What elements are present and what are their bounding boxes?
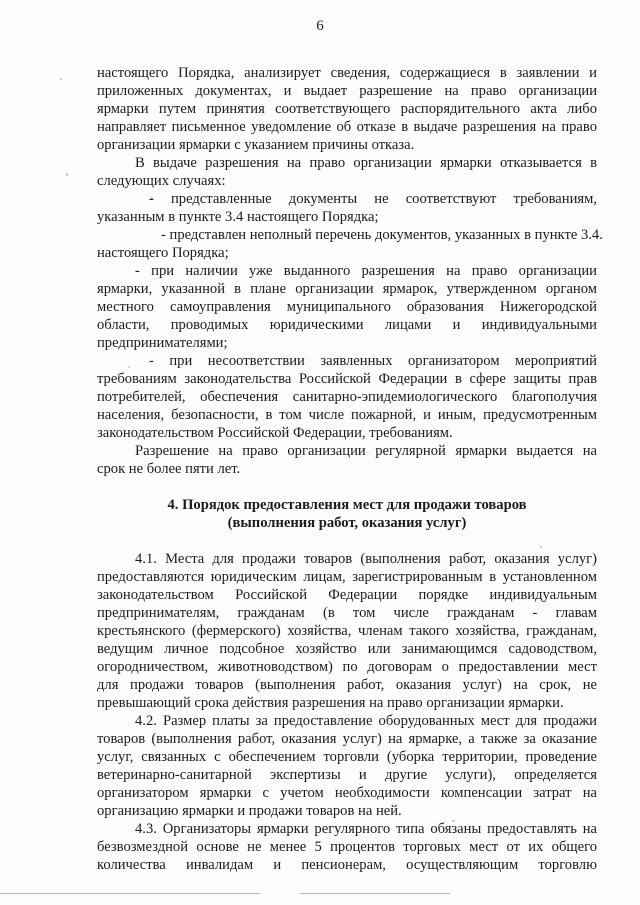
text-line: - представлен неполный перечень документов, указанных в пункте 3.4. [161, 227, 603, 243]
text-line: законодательством Российской Федерации, требованиям. [97, 425, 453, 441]
text-line: 4.2. Размер платы за предоставление оборудованных мест для продажи [135, 713, 597, 729]
text-line: крестьянского (фермерского) хозяйства, членам такого хозяйства, гражданам, [97, 623, 597, 639]
text-line: требованиям законодательства Российской Федерации в сфере защиты прав [97, 371, 597, 387]
text-line: организации ярмарки с указанием причины отказа. [97, 137, 415, 153]
text-line: для продажи товаров (выполнения работ, оказания услуг) на срок, не [97, 677, 597, 693]
text-line: приложенных документах, и выдает разрешение на право организации [97, 83, 597, 99]
text-line: В выдаче разрешения на право организации ярмарки отказывается в [135, 155, 597, 171]
text-line: предпринимателями; [97, 335, 228, 351]
section-heading-line: (выполнения работ, оказания услуг) [227, 515, 467, 531]
text-line: товаров (выполнения работ, оказания услуг) на ярмарке, а также за оказание [97, 731, 597, 747]
text-line: потребителей, обеспечения санитарно-эпидемиологического благополучия [97, 389, 597, 405]
scan-speck [66, 173, 68, 176]
text-line: - представленные документы не соответствуют требованиям, [149, 191, 597, 207]
scan-speck [452, 820, 455, 822]
scan-speck [540, 546, 542, 548]
text-line: Разрешение на право организации регулярной ярмарки выдается на [135, 443, 597, 459]
text-line: настоящего Порядка, анализирует сведения, содержащиеся в заявлении и [97, 65, 597, 81]
text-line: 4.3. Организаторы ярмарки регулярного типа обязаны предоставлять на [135, 821, 597, 837]
text-line: организацию ярмарки и продажи товаров на ней. [97, 803, 402, 819]
text-line: - при наличии уже выданного разрешения на право организации [135, 263, 597, 279]
text-line: - при несоответствии заявленных организатором мероприятий [149, 353, 597, 369]
text-line: организатором ярмарки с учетом необходимости компенсации затрат на [97, 785, 597, 801]
text-line: огородничеством, животноводством) по договорам о предоставлении мест [97, 659, 597, 675]
text-line: ведущим личное подсобное хозяйство или занимающимся садоводством, [97, 641, 597, 657]
text-line: законодательством Российской Федерации порядке индивидуальным [97, 587, 597, 603]
text-line: превышающий срока действия разрешения на право организации ярмарки. [97, 695, 564, 711]
text-line: населения, безопасности, в том числе пожарной, и иным, предусмотренным [97, 407, 597, 423]
section-heading-line: 4. Порядок предоставления мест для продажи товаров [167, 497, 527, 513]
scan-edge-line [0, 893, 260, 894]
text-line: настоящего Порядка; [97, 245, 229, 261]
text-line: ярмарки, указанной в плане организации ярмарок, утвержденном органом [97, 281, 597, 297]
text-line: предоставляются юридическим лицам, зарегистрированным в установленном [97, 569, 597, 585]
text-line: срок не более пяти лет. [97, 461, 241, 477]
text-line: указанным в пункте 3.4 настоящего Порядка; [97, 209, 379, 225]
scan-speck [150, 197, 153, 199]
page-number: 6 [316, 18, 324, 34]
scan-edge-line [300, 893, 450, 894]
text-line: количества инвалидам и пенсионерам, осуществляющим торговлю [97, 857, 597, 873]
text-line: услуг, связанных с обеспечением торговли (уборка территории, проведение [97, 749, 597, 765]
text-line: ярмарки путем принятия соответствующего распорядительного акта либо [97, 101, 597, 117]
text-line: безвозмездной основе не менее 5 процентов торговых мест от их общего [97, 839, 597, 855]
text-line: предпринимателям, гражданам (в том числе гражданам - главам [97, 605, 597, 621]
text-line: следующих случаях: [97, 173, 226, 189]
text-line: области, проводимых юридическими лицами и индивидуальными [97, 317, 597, 333]
scan-speck [128, 366, 130, 368]
text-line: ветеринарно-санитарной экспертизы и другие услуги), определяется [97, 767, 597, 783]
text-line: 4.1. Места для продажи товаров (выполнения работ, оказания услуг) [135, 551, 597, 567]
scan-speck [60, 78, 62, 80]
text-line: местного самоуправления муниципального образования Нижегородской [97, 299, 597, 315]
text-line: направляет письменное уведомление об отказе в выдаче разрешения на право [97, 119, 597, 135]
